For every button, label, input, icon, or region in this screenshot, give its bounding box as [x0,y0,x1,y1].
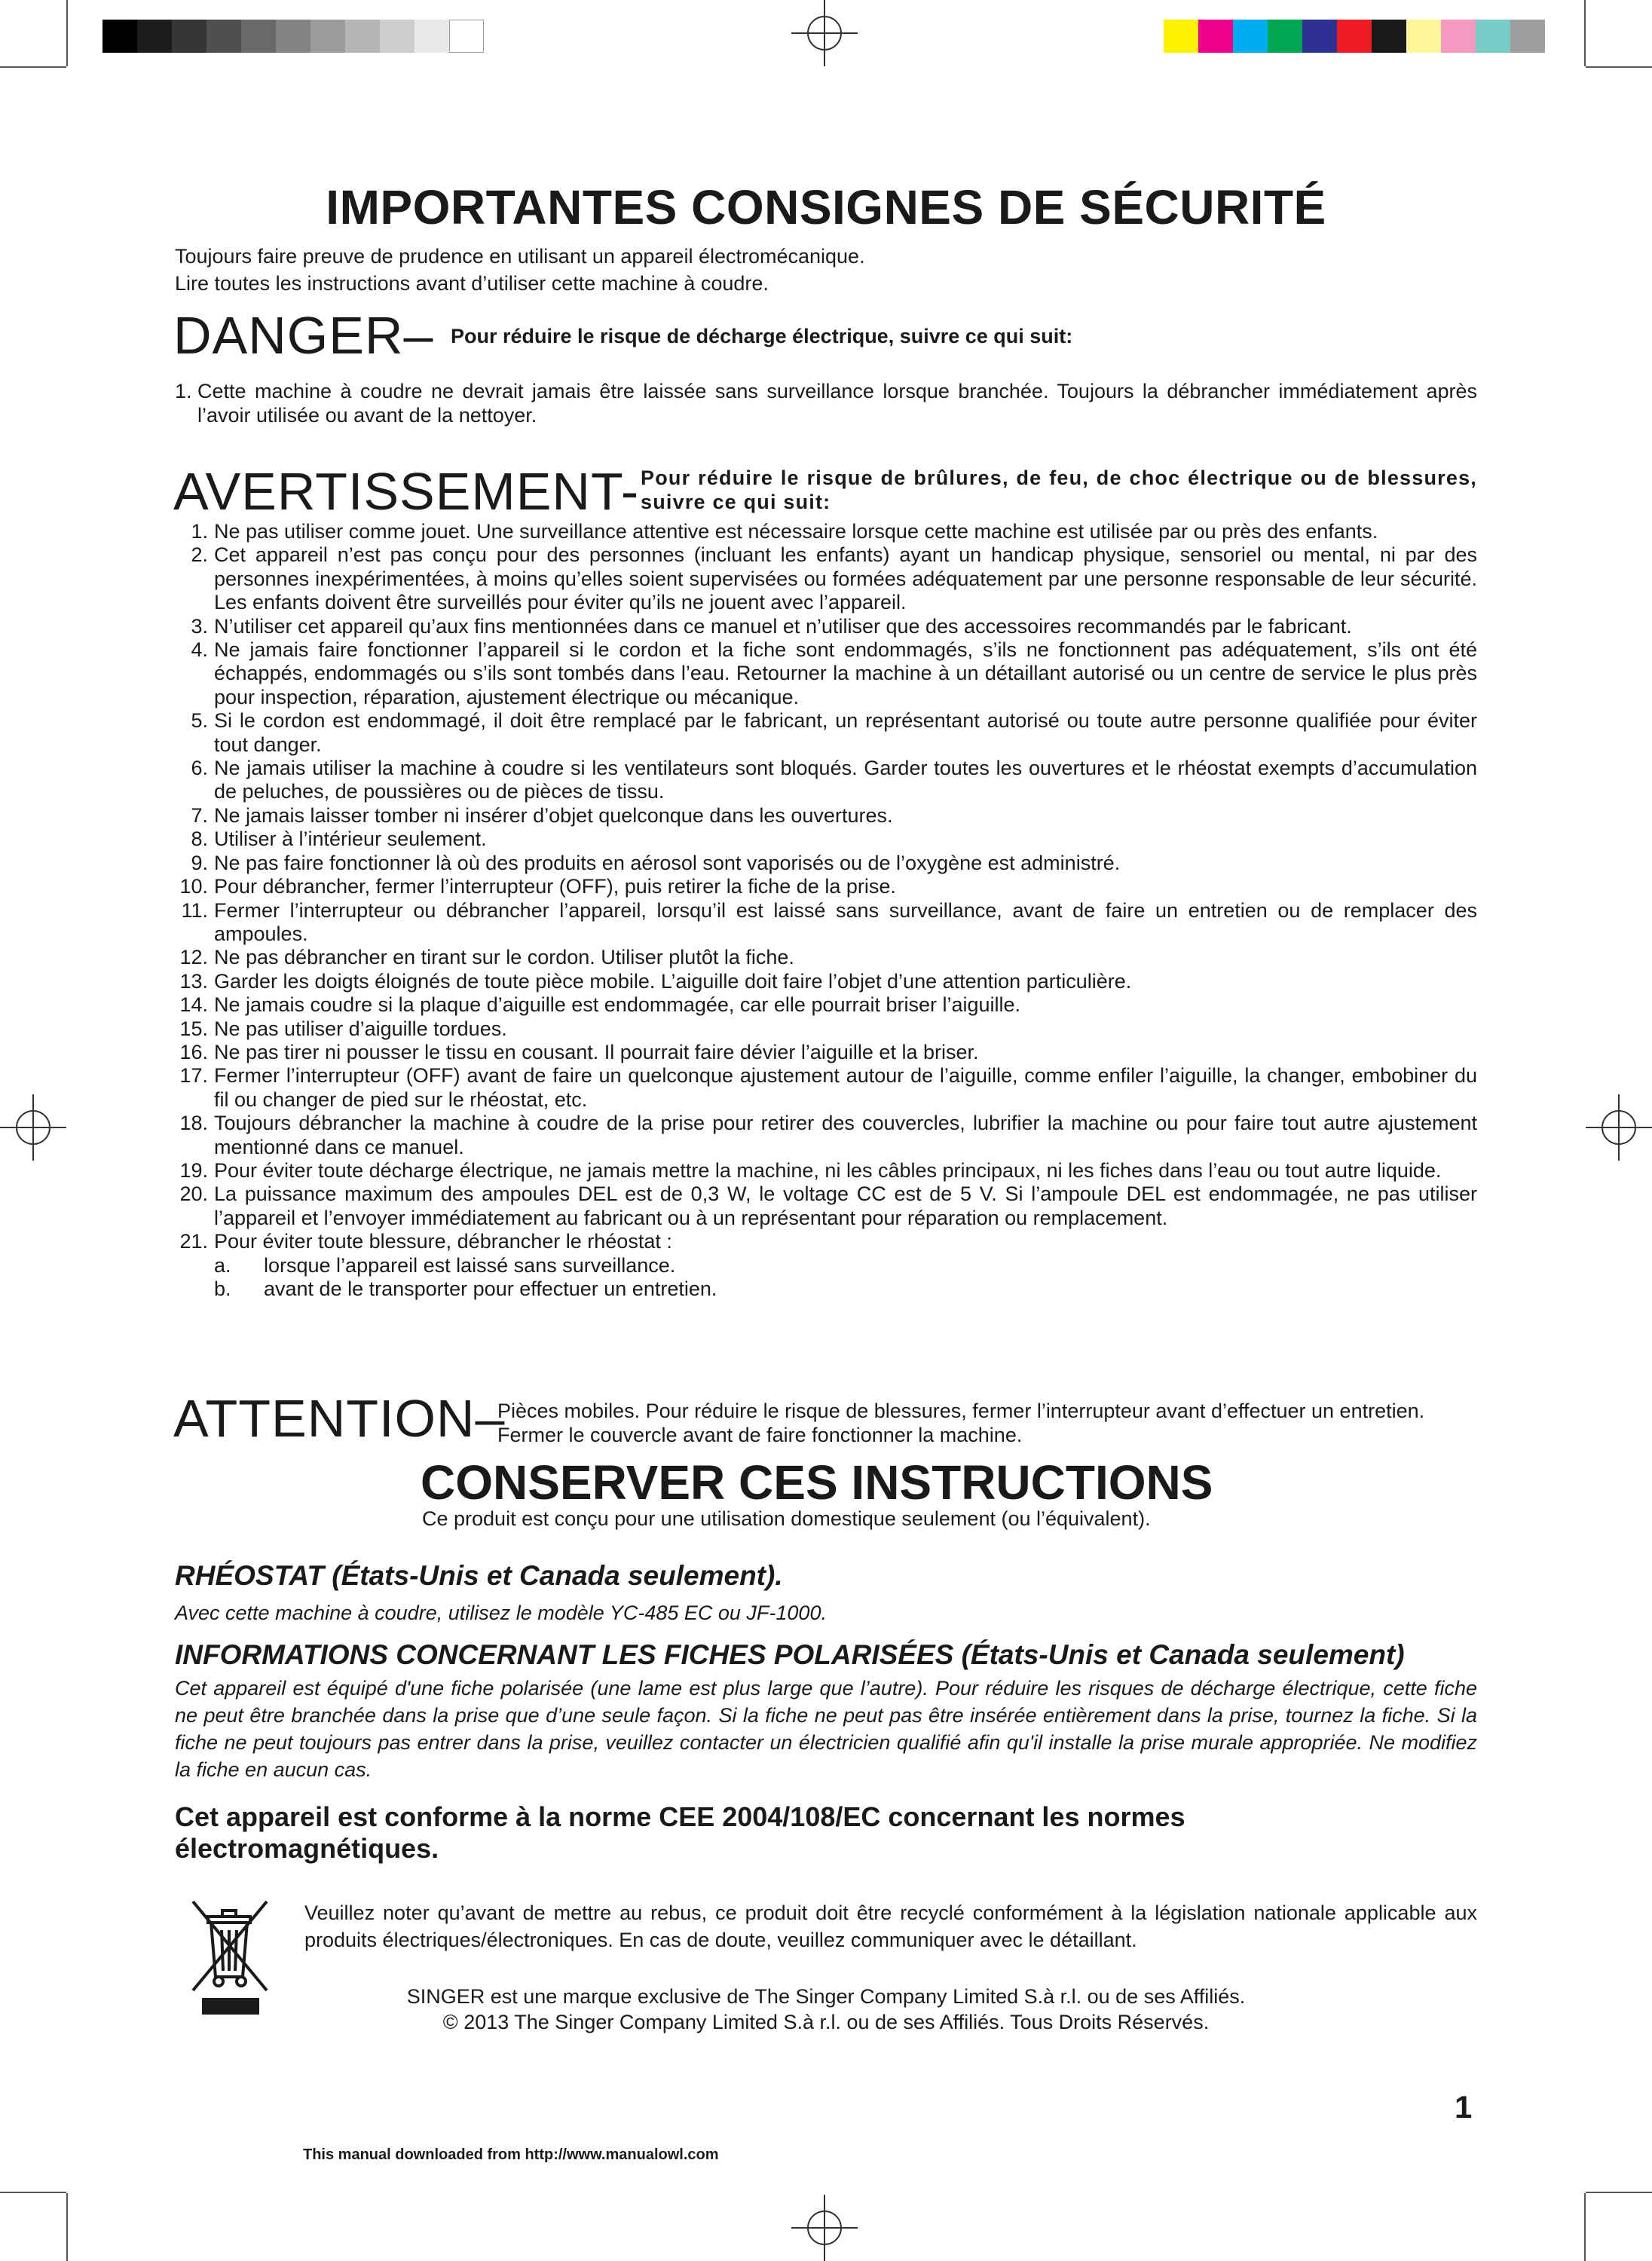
item-text: Garder les doigts éloignés de toute pièce mobile. L’aiguille doit faire l’objet d’une attention particulière. [214,969,1132,993]
color-patch [1372,20,1406,53]
item-number: 20. [179,1183,208,1206]
item-text: Toujours débrancher la machine à coudre de la prise pour retirer des couvercles, lubrifier la machine ou pour faire tout autre ajustement mentionné dans ce manuel. [214,1112,1477,1158]
item-number: 1. [191,520,208,543]
registration-mark-icon [1586,1094,1652,1161]
polarized-heading: INFORMATIONS CONCERNANT LES FICHES POLARISÉES (États-Unis et Canada seulement) [175,1639,1405,1670]
danger-item [175,379,1477,427]
warning-item [175,852,1477,875]
crop-mark [0,2192,66,2193]
attention-text: Pièces mobiles. Pour réduire le risque de blessures, fermer l’interrupteur avant d’effectuer un entretien. Fermer le couvercle avant de faire fonctionner la machine. [497,1400,1425,1446]
item-number: 16. [179,1040,208,1063]
warning-item [175,520,1477,543]
item-number: 10. [179,875,208,898]
avertissement-subtitle: Pour réduire le risque de brûlures, de feu, de choc électrique ou de blessures, suivre ce qui suit: [641,467,1477,513]
item-text: La puissance maximum des ampoules DEL est de 0,3 W, le voltage CC est de 5 V. Si l’ampoule DEL est endommagée, ne pas utiliser l’appareil et l’envoyer immédiatement au fabricant ou à un représentant pour réparation ou remplacement. [214,1183,1477,1229]
item-number: 17. [179,1064,208,1088]
item-text: Ne pas débrancher en tirant sur le cordon. Utiliser plutôt la fiche. [214,946,794,969]
attention-heading: ATTENTION– [173,1389,506,1448]
registration-mark-icon [0,1094,66,1161]
warning-item [175,1017,1477,1041]
color-patch [1510,20,1545,53]
crop-mark [1586,66,1652,68]
warning-item [175,615,1477,638]
item-text: Fermer l’interrupteur ou débrancher l’appareil, lorsqu’il est laissé sans surveillance, avant de faire un entretien ou de remplacer des ampoules. [214,898,1477,945]
item-number: 15. [179,1017,208,1040]
warning-item [175,638,1477,709]
subitem-letter: a. [214,1253,231,1277]
item-text: Pour éviter toute blessure, débrancher le rhéostat : [214,1230,672,1253]
warning-item [175,1230,1477,1253]
warning-item [175,899,1477,947]
item-number: 21. [179,1230,208,1253]
crop-mark [66,0,68,66]
warning-item [175,1064,1477,1112]
warning-item [175,1159,1477,1183]
item-text: Ne pas utiliser d’aiguille tordues. [214,1017,507,1040]
item-text: Ne jamais laisser tomber ni insérer d’objet quelconque dans les ouvertures. [214,803,893,827]
crop-mark [1584,0,1586,66]
item-text: N’utiliser cet appareil qu’aux fins mentionnées dans ce manuel et n’utiliser que des accessoires recommandés par le fabricant. [214,614,1352,638]
warning-item [175,709,1477,757]
item-text: Si le cordon est endommagé, il doit être remplacé par le fabricant, un représentant autorisé ou toute autre personne qualifiée pour éviter tout danger. [214,709,1477,756]
color-patch [415,20,449,53]
registration-mark-icon [791,0,858,66]
color-patch [1268,20,1302,53]
subitem-text: avant de le transporter pour effectuer un entretien. [264,1277,717,1300]
warning-list [175,520,1477,1301]
warning-item [175,946,1477,969]
page-number: 1 [1455,2089,1473,2125]
color-patch [1233,20,1268,53]
color-patch [102,20,137,53]
item-number: 2. [191,543,208,567]
item-number: 5. [191,709,208,733]
subitem-text: lorsque l’appareil est laissé sans surveillance. [264,1253,676,1277]
warning-item [175,1183,1477,1230]
intro-line: Lire toutes les instructions avant d’utiliser cette machine à coudre. [175,272,769,295]
color-patch [1406,20,1441,53]
item-text: Ne pas utiliser comme jouet. Une surveillance attentive est nécessaire lorsque cette machine est utilisée par ou près des enfants. [214,520,1378,543]
danger-subtitle: Pour réduire le risque de décharge électrique, suivre ce qui suit: [451,325,1073,347]
item-text: Fermer l’interrupteur (OFF) avant de faire un quelconque ajustement autour de l’aiguille, comme enfiler l’aiguille, la changer, embobiner du fil ou changer de pied sur le rhéostat, etc. [214,1064,1477,1111]
conserver-text: Ce produit est conçu pour une utilisation domestique seulement (ou l’équivalent). [422,1507,1151,1530]
crop-mark [0,66,66,68]
crop-mark [66,2193,68,2261]
intro-line: Toujours faire preuve de prudence en utilisant un appareil électromécanique. [175,245,865,268]
recycle-text: Veuillez noter qu’avant de mettre au rebus, ce produit doit être recyclé conformément à la législation nationale applicable aux produits électriques/électroniques. En cas de doute, veuillez communiquer avec le détaillant. [304,1902,1477,1951]
trademark-line: SINGER est une marque exclusive de The Singer Company Limited S.à r.l. ou de ses Affiliés. [406,1985,1246,2008]
warning-item [175,875,1477,898]
item-number: 7. [191,803,208,827]
registration-mark-icon [791,2195,858,2261]
item-number: 9. [191,851,208,874]
color-bar [1164,20,1545,53]
item-number: 1. [175,380,192,402]
warning-item [175,1041,1477,1064]
item-text: Ne jamais coudre si la plaque d’aiguille est endommagée, car elle pourrait briser l’aiguille. [214,993,1021,1017]
color-patch [1198,20,1233,53]
item-number: 14. [179,993,208,1017]
item-text: Utiliser à l’intérieur seulement. [214,828,487,851]
item-number: 3. [191,614,208,638]
item-number: 18. [179,1112,208,1135]
item-number: 11. [181,898,208,922]
item-text: Ne pas tirer ni pousser le tissu en cousant. Il pourrait faire dévier l’aiguille et la briser. [214,1040,979,1063]
warning-item [175,804,1477,828]
warning-item [175,543,1477,614]
item-text: Cet appareil n’est pas conçu pour des personnes (incluant les enfants) ayant un handicap physique, sensoriel ou mental, ni par des personnes inexpérimentées, à moins qu’elles soient supervisées ou formées adéquatement par une personne responsable de leur sécurité. Les enfants doivent être surveillés pour éviter qu’ils ne jouent avec l’appareil. [214,543,1477,614]
rheostat-heading: RHÉOSTAT (États-Unis et Canada seulement). [175,1560,783,1591]
subitem-letter: b. [214,1277,231,1300]
warning-subitem [175,1277,1477,1301]
item-number: 12. [179,946,208,969]
conserver-heading: CONSERVER CES INSTRUCTIONS [421,1455,1213,1510]
item-text: Ne pas faire fonctionner là où des produits en aérosol sont vaporisés ou de l’oxygène est administré. [214,851,1121,874]
trademark [175,1984,1477,2035]
grayscale-bar [102,20,484,53]
item-text: Ne jamais faire fonctionner l’appareil si le cordon et la fiche sont endommagés, s’ils ne fonctionnent pas adéquatement, s’ils ont été échappés, endommagés ou s’ils sont tombés dans l’eau. Retourner la machine à un détaillant autorisé ou un centre de service le plus près pour inspection, réparation, ajustement électrique ou mécanique. [214,638,1477,708]
color-patch [345,20,380,53]
warning-item [175,757,1477,804]
item-number: 19. [179,1158,208,1182]
color-patch [1476,20,1510,53]
item-number: 13. [179,969,208,993]
color-patch [1337,20,1372,53]
avertissement-heading: AVERTISSEMENT- [173,462,640,521]
color-patch [1441,20,1476,53]
color-patch [206,20,241,53]
item-text: Ne jamais utiliser la machine à coudre si les ventilateurs sont bloqués. Garder toutes les ouvertures et le rhéostat exempts d’accumulation de peluches, de poussières ou de pièces de tissu. [214,757,1477,803]
crop-mark [1584,2193,1586,2261]
conformity-statement: Cet appareil est conforme à la norme CEE 2004/108/EC concernant les normes électromagnétiques. [175,1801,1185,1864]
polarized-text: Cet appareil est équipé d'une fiche polarisée (une lame est plus large que l’autre). Pour réduire les risques de décharge électrique, cette fiche ne peut être branchée dans la prise que d’une seule façon. Si la fiche ne peut pas être insérée entièrement dans la prise, tournez la fiche. Si la fiche ne peut toujours pas entrer dans la prise, veuillez contacter un électricien qualifié afin qu'il installe la prise murale appropriée. Ne modifiez la fiche en aucun cas. [175,1677,1477,1781]
item-text: Cette machine à coudre ne devrait jamais être laissée sans surveillance lorsque branchée. Toujours la débrancher immédiatement après l’avoir utilisée ou avant de la nettoyer. [197,380,1477,427]
warning-item [175,970,1477,993]
page-title: IMPORTANTES CONSIGNES DE SÉCURITÉ [326,180,1326,234]
warning-item [175,993,1477,1017]
item-number: 6. [191,757,208,780]
item-number: 8. [191,828,208,851]
color-patch [380,20,415,53]
rheostat-text: Avec cette machine à coudre, utilisez le modèle YC-485 EC ou JF-1000. [175,1602,827,1624]
color-patch [276,20,311,53]
trademark-line: © 2013 The Singer Company Limited S.à r.l. ou de ses Affiliés. Tous Droits Réservés. [442,2011,1210,2033]
color-patch [311,20,345,53]
danger-heading: DANGER– [173,306,434,365]
item-text: Pour éviter toute décharge électrique, ne jamais mettre la machine, ni les câbles principaux, ni les fiches dans l’eau ou tout autre liquide. [214,1158,1442,1182]
color-patch [137,20,172,53]
color-patch [241,20,276,53]
intro [175,243,865,297]
download-footer: This manual downloaded from http://www.manualowl.com [303,2146,719,2163]
color-patch [449,20,484,53]
warning-subitem [175,1254,1477,1277]
color-patch [1164,20,1198,53]
warning-item [175,1112,1477,1159]
color-patch [172,20,206,53]
warning-item [175,828,1477,851]
item-text: Pour débrancher, fermer l’interrupteur (OFF), puis retirer la fiche de la prise. [214,875,896,898]
color-patch [1302,20,1337,53]
item-number: 4. [191,638,208,662]
crop-mark [1586,2192,1652,2193]
